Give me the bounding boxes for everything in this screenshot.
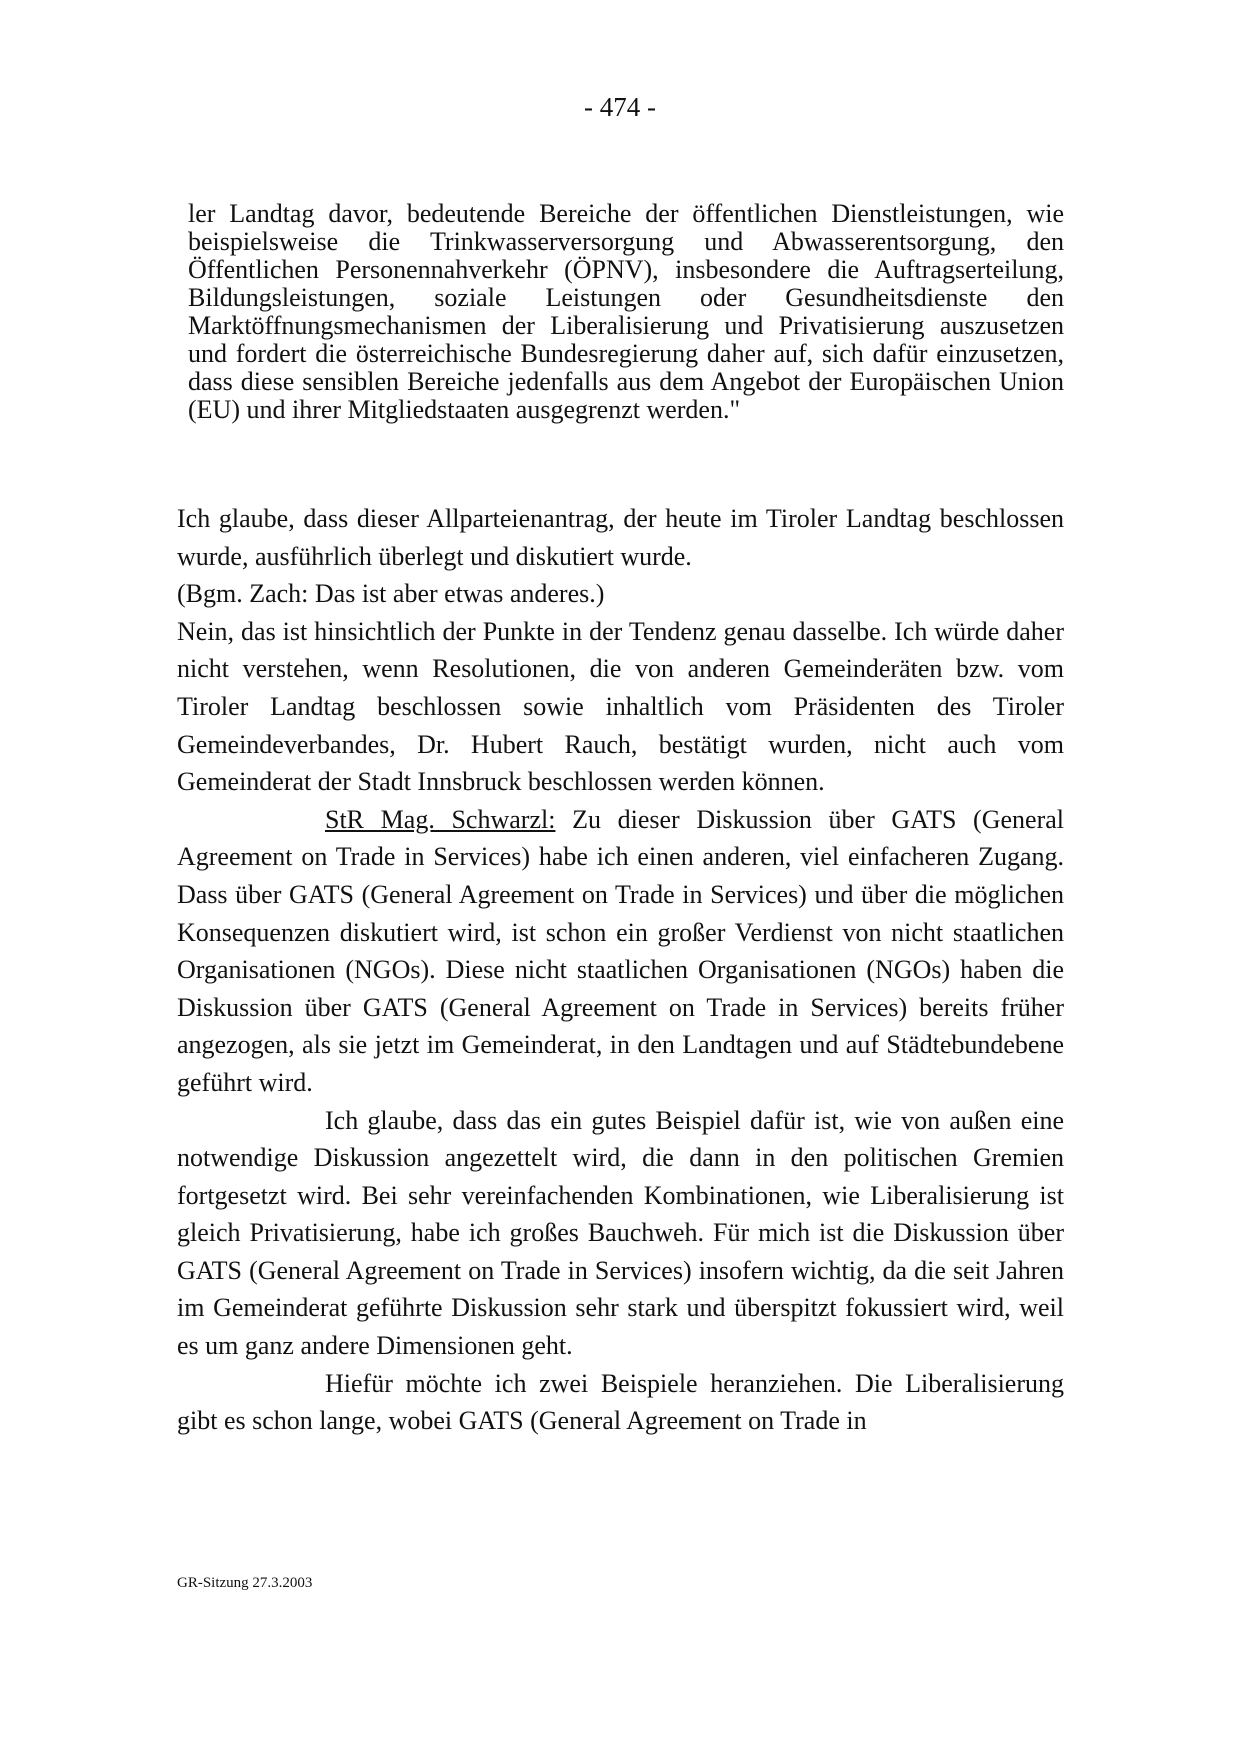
paragraph: Ich glaube, dass das ein gutes Beispiel dafür ist, wie von außen eine notwendige Diskussion angezettelt wird, die dann in den politischen Gremien fortgesetzt wird. Bei sehr vereinfachenden Kombinationen, wie Liberalisierung ist gleich Privatisierung, habe ich großes Bauchweh. Für mich ist die Diskussion über GATS (General Agreement on Trade in Services) insofern wichtig, da die seit Jahren im Gemeinderat geführte Diskussion sehr stark und überspitzt fokussiert wird, weil es um ganz andere Dimensionen geht.	[177, 1105, 1064, 1361]
footer-session-date: GR-Sitzung 27.3.2003	[177, 1575, 313, 1591]
speaker-text: Zu dieser Diskussion über GATS (General Agreement on Trade in Services) habe ich einen anderen, viel einfacheren Zugang. Dass über GATS (General Agreement on Trade in Services) und über die möglichen Konsequenzen diskutiert wird, ist schon ein großer Verdienst von nicht staatlichen Organisationen (NGOs). Diese nicht staatlichen Organisationen (NGOs) haben die Diskussion über GATS (General Agreement on Trade in Services) bereits früher angezogen, als sie jetzt im Gemeinderat, in den Landtagen und auf Städtebundebene geführt wird.	[177, 804, 1064, 1097]
speaker-paragraph	[177, 801, 1064, 1102]
quoted-resolution: ler Landtag davor, bedeutende Bereiche der öffentlichen Dienstleistungen, wie beispielsweise die Trinkwasserversorgung und Abwasserentsorgung, den Öffentlichen Personennahverkehr (ÖPNV), insbesondere die Auftragserteilung, Bildungsleistungen, soziale Leistungen oder Gesundheitsdienste den Marktöffnungsmechanismen der Liberalisierung und Privatisierung auszusetzen und fordert die österreichische Bundesregierung daher auf, sich dafür einzusetzen, dass diese sensiblen Bereiche jedenfalls aus dem Angebot der Europäischen Union (EU) und ihrer Mitgliedstaaten ausgegrenzt werden."	[188, 199, 1064, 424]
paragraph: Hiefür möchte ich zwei Beispiele heranziehen. Die Liberalisierung gibt es schon lange, wobei GATS (General Agreement on Trade in	[177, 1368, 1064, 1436]
paragraph: Nein, das ist hinsichtlich der Punkte in der Tendenz genau dasselbe. Ich würde daher nicht verstehen, wenn Resolutionen, die von anderen Gemeinderäten bzw. vom Tiroler Landtag beschlossen sowie inhaltlich vom Präsidenten des Tiroler Gemeindeverbandes, Dr. Hubert Rauch, bestätigt wurden, nicht auch vom Gemeinderat der Stadt Innsbruck beschlossen werden können.	[177, 616, 1064, 797]
interjection: (Bgm. Zach: Das ist aber etwas anderes.)	[177, 579, 605, 609]
page-number: - 474 -	[584, 92, 656, 122]
speaker-name: StR Mag. Schwarzl:	[325, 804, 556, 834]
paragraph: Ich glaube, dass dieser Allparteienantrag, der heute im Tiroler Landtag beschlossen wurde, ausführlich überlegt und diskutiert wurde.	[177, 504, 1064, 571]
body-text	[177, 500, 1064, 1440]
